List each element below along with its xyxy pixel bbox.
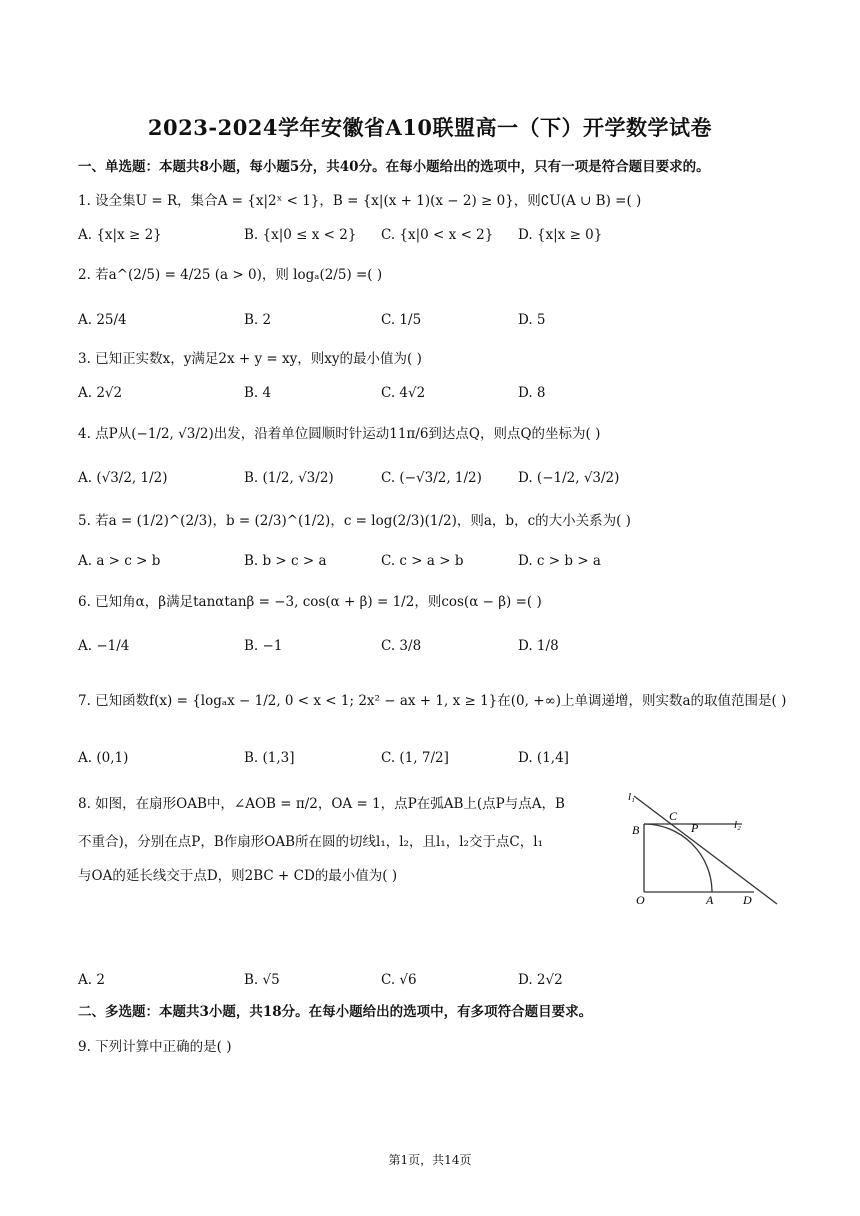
question-2-stem: 2. 若a^(2/5) = 4/25 (a > 0)，则 logₐ(2/5) =( ) bbox=[78, 267, 383, 283]
q7-option-c: C. (1, 7/2] bbox=[381, 750, 449, 766]
q7-option-d: D. (1,4] bbox=[518, 750, 569, 766]
label-l2: l₂ bbox=[734, 819, 741, 831]
question-9-stem: 9. 下列计算中正确的是( ) bbox=[78, 1039, 232, 1055]
question-1-stem: 1. 设全集U = R，集合A = {x|2ˣ < 1}，B = {x|(x + 1)(x − 2) ≥ 0}，则∁U(A ∪ B) =( ) bbox=[78, 193, 642, 209]
q5-option-d: D. c > b > a bbox=[518, 553, 601, 569]
label-o: O bbox=[636, 893, 645, 907]
q8-option-d: D. 2√2 bbox=[518, 972, 563, 988]
q8-option-c: C. √6 bbox=[381, 972, 417, 988]
q7-option-a: A. (0,1) bbox=[78, 750, 129, 766]
q4-option-a: A. (√3/2, 1/2) bbox=[78, 470, 168, 486]
label-p: P bbox=[691, 821, 699, 835]
q2-option-d: D. 5 bbox=[518, 312, 546, 328]
q6-option-c: C. 3/8 bbox=[381, 638, 422, 654]
q1-option-c: C. {x|0 < x < 2} bbox=[381, 227, 494, 243]
q1-option-a: A. {x|x ≥ 2} bbox=[78, 227, 162, 243]
label-b: B bbox=[632, 823, 640, 837]
q3-option-b: B. 4 bbox=[244, 385, 272, 401]
question-7-stem: 7. 已知函数f(x) = {logₐx − 1/2, 0 < x < 1; 2x² − ax + 1, x ≥ 1}在(0, +∞)上单调递增，则实数a的取值范围是( ) bbox=[78, 693, 787, 709]
q1-option-d: D. {x|x ≥ 0} bbox=[518, 227, 603, 243]
q5-option-b: B. b > c > a bbox=[244, 553, 327, 569]
q2-option-c: C. 1/5 bbox=[381, 312, 422, 328]
q4-option-b: B. (1/2, √3/2) bbox=[244, 470, 334, 486]
page-footer: 第1页，共14页 bbox=[388, 1153, 472, 1167]
label-d: D bbox=[743, 893, 752, 907]
q8-option-a: A. 2 bbox=[78, 972, 105, 988]
q2-option-a: A. 25/4 bbox=[78, 312, 127, 328]
q4-option-c: C. (−√3/2, 1/2) bbox=[381, 470, 482, 486]
question-8-stem-line-1: 8. 如图，在扇形OAB中，∠AOB = π/2，OA = 1，点P在弧AB上(点P与点A，B bbox=[78, 796, 565, 812]
q6-option-d: D. 1/8 bbox=[518, 638, 559, 654]
sector-tangent-figure bbox=[622, 786, 782, 908]
q2-option-b: B. 2 bbox=[244, 312, 272, 328]
question-3-stem: 3. 已知正实数x，y满足2x + y = xy，则xy的最小值为( ) bbox=[78, 351, 422, 367]
q3-option-d: D. 8 bbox=[518, 385, 546, 401]
arc-ab bbox=[644, 824, 712, 892]
q6-option-a: A. −1/4 bbox=[78, 638, 130, 654]
label-l1: l₁ bbox=[628, 791, 635, 803]
question-8-stem-line-2: 不重合)，分别在点P，B作扇形OAB所在圆的切线l₁，l₂，且l₁，l₂交于点C，l₁ bbox=[78, 834, 543, 850]
label-a: A bbox=[706, 893, 714, 907]
question-8-stem-line-3: 与OA的延长线交于点D，则2BC + CD的最小值为( ) bbox=[78, 868, 398, 884]
section-single-choice-heading: 一、单选题：本题共8小题，每小题5分，共40分。在每小题给出的选项中，只有一项是符合题目要求的。 bbox=[78, 159, 710, 175]
label-c: C bbox=[669, 809, 678, 823]
exam-title: 2023-2024学年安徽省A10联盟高一（下）开学数学试卷 bbox=[147, 115, 713, 140]
q7-option-b: B. (1,3] bbox=[244, 750, 295, 766]
q5-option-c: C. c > a > b bbox=[381, 553, 464, 569]
q4-option-d: D. (−1/2, √3/2) bbox=[518, 470, 620, 486]
q1-option-b: B. {x|0 ≤ x < 2} bbox=[244, 227, 357, 243]
question-4-stem: 4. 点P从(−1/2, √3/2)出发，沿着单位圆顺时针运动11π/6到达点Q，则点Q的坐标为( ) bbox=[78, 426, 601, 442]
question-5-stem: 5. 若a = (1/2)^(2/3)，b = (2/3)^(1/2)，c = log(2/3)(1/2)，则a，b，c的大小关系为( ) bbox=[78, 513, 631, 529]
q5-option-a: A. a > c > b bbox=[78, 553, 161, 569]
section-multiple-choice-heading: 二、多选题：本题共3小题，共18分。在每小题给出的选项中，有多项符合题目要求。 bbox=[78, 1004, 593, 1020]
question-6-stem: 6. 已知角α，β满足tanαtanβ = −3, cos(α + β) = 1/2，则cos(α − β) =( ) bbox=[78, 594, 542, 610]
q3-option-a: A. 2√2 bbox=[78, 385, 123, 401]
tangent-line-l1 bbox=[634, 796, 777, 904]
q6-option-b: B. −1 bbox=[244, 638, 283, 654]
q8-option-b: B. √5 bbox=[244, 972, 280, 988]
q3-option-c: C. 4√2 bbox=[381, 385, 426, 401]
